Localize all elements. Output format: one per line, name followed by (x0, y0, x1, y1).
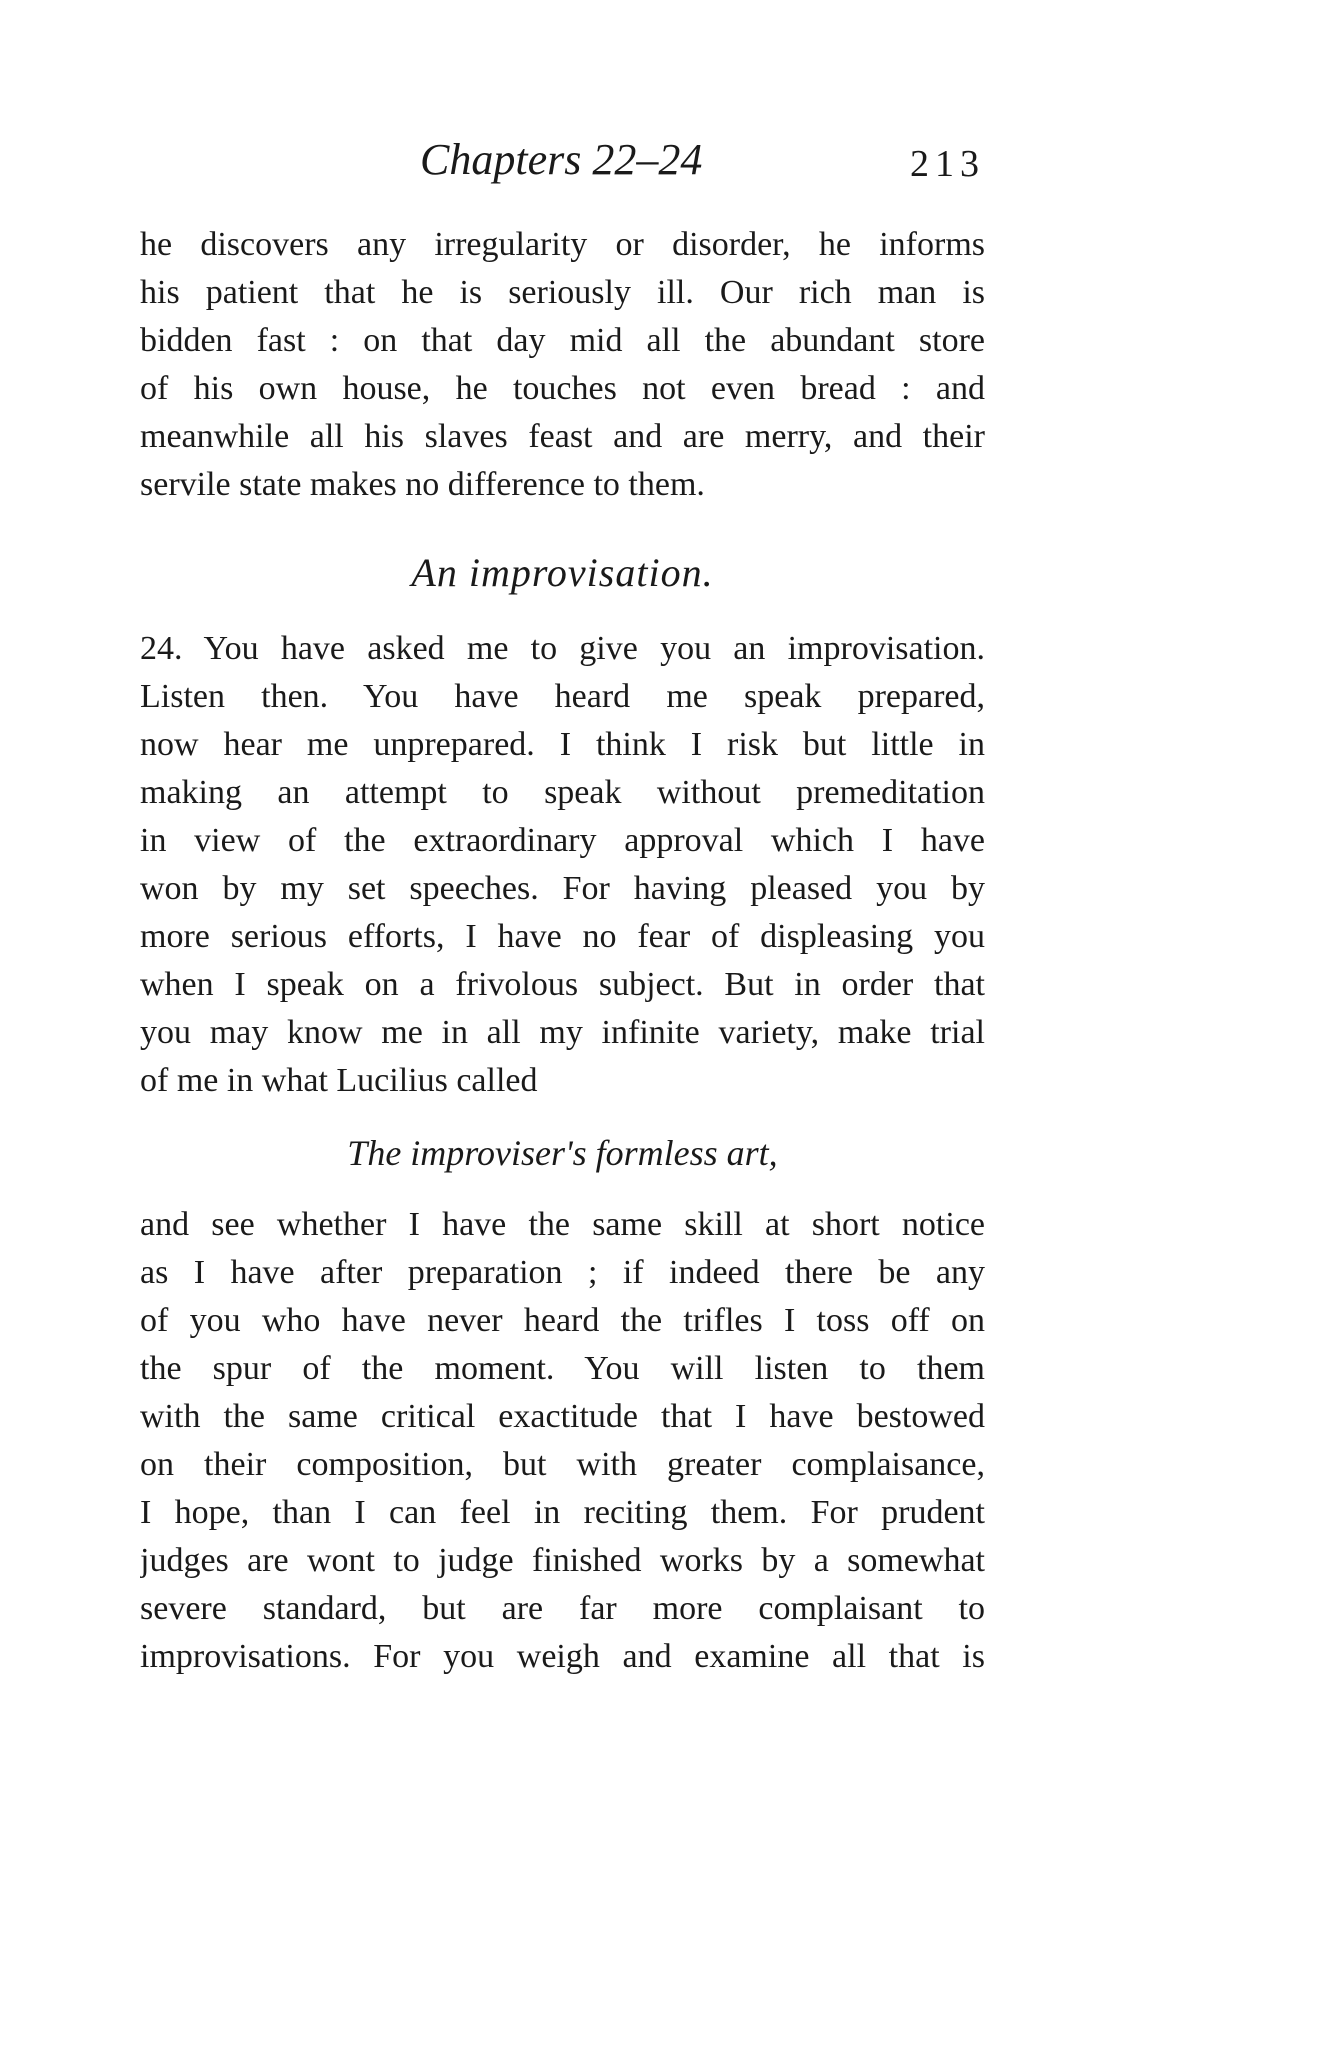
page-number: 213 (910, 143, 985, 185)
text-line: improvisations. For you weigh and examine all that is (140, 1638, 985, 1675)
text-line: bidden fast : on that day mid all the abundant store (140, 322, 985, 359)
text-block (140, 221, 985, 1681)
text-line: Listen then. You have heard me speak prepared, (140, 678, 985, 715)
section-heading: An improvisation. (411, 550, 714, 595)
verse-quote: The improviser's formless art, (347, 1133, 778, 1173)
text-line: more serious efforts, I have no fear of displeasing you (140, 918, 985, 955)
paragraph-1 (140, 221, 985, 509)
text-line: severe standard, but are far more complaisant to (140, 1590, 985, 1627)
text-line: on their composition, but with greater complaisance, (140, 1446, 985, 1483)
text-line: and see whether I have the same skill at short notice (140, 1206, 985, 1243)
text-line: won by my set speeches. For having pleased you by (140, 870, 985, 907)
text-line: you may know me in all my infinite variety, make trial (140, 1014, 985, 1051)
running-title: Chapters 22–24 (420, 135, 703, 184)
text-line: with the same critical exactitude that I have bestowed (140, 1398, 985, 1435)
paragraph-2 (140, 625, 985, 1105)
text-line: 24. You have asked me to give you an improvisation. (140, 630, 985, 667)
text-line: I hope, than I can feel in reciting them. For prudent (140, 1494, 985, 1531)
text-line: when I speak on a frivolous subject. But in order that (140, 966, 985, 1003)
text-line: his patient that he is seriously ill. Our rich man is (140, 274, 985, 311)
text-line: the spur of the moment. You will listen to them (140, 1350, 985, 1387)
text-line: in view of the extraordinary approval which I have (140, 822, 985, 859)
text-line: meanwhile all his slaves feast and are merry, and their (140, 418, 985, 455)
paragraph-3 (140, 1201, 985, 1681)
text-line: he discovers any irregularity or disorder, he informs (140, 226, 985, 263)
text-line: of his own house, he touches not even bread : and (140, 370, 985, 407)
text-line: now hear me unprepared. I think I risk but little in (140, 726, 985, 763)
text-line: of me in what Lucilius called (140, 1062, 538, 1099)
running-head (140, 130, 985, 190)
text-line: of you who have never heard the trifles I toss off on (140, 1302, 985, 1339)
text-line: servile state makes no difference to them. (140, 466, 705, 503)
text-line: as I have after preparation ; if indeed there be any (140, 1254, 985, 1291)
text-line: making an attempt to speak without premeditation (140, 774, 985, 811)
text-line: judges are wont to judge finished works by a somewhat (140, 1542, 985, 1579)
